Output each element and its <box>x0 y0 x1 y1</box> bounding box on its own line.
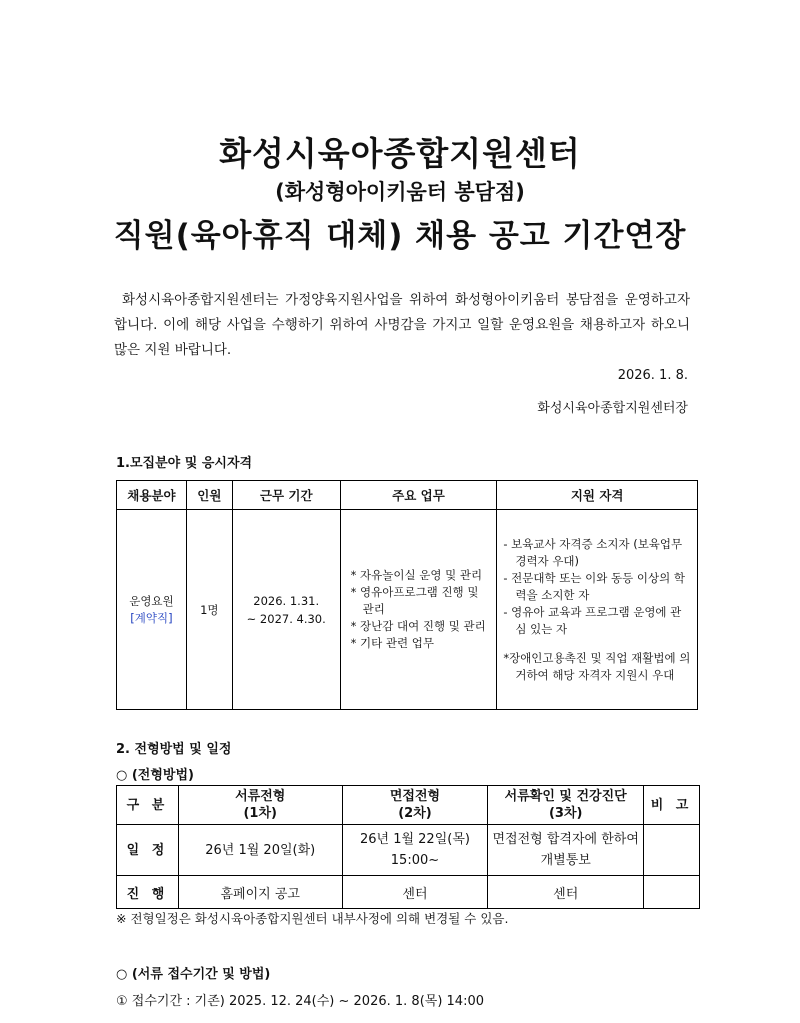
duties-cell <box>340 510 497 710</box>
qualification-item: - 영유아 교육과 프로그램 운영에 관심 있는 자 <box>503 604 682 636</box>
schedule-label: 일 정 <box>117 825 179 876</box>
stage2-sub: (2차) <box>398 806 432 821</box>
page-title: 화성시육아종합지원센터 <box>219 134 581 173</box>
count-cell: 1명 <box>186 510 232 710</box>
recruitment-header-row <box>117 481 698 510</box>
schedule-stage2 <box>342 825 488 876</box>
duty-item: * 장난감 대여 진행 및 관리 <box>350 619 486 633</box>
notice-signer: 화성시육아종합지원센터장 <box>537 401 688 416</box>
section2-title: 2. 전형방법 및 일정 <box>116 742 232 757</box>
period-start: 2026. 1.31. <box>253 593 320 608</box>
schedule-note: ※ 전형일정은 화성시육아종합지원센터 내부사정에 의해 변경될 수 있음. <box>116 911 509 926</box>
header-count: 인원 <box>186 481 232 510</box>
recruitment-table <box>116 480 698 710</box>
stage3-title: 서류확인 및 건강진단 <box>504 789 627 804</box>
field-name: 운영요원 <box>129 593 174 608</box>
qualifications-cell <box>497 510 698 710</box>
stage1-title: 서류전형 <box>235 789 286 804</box>
notice-title: 직원(육아휴직 대체) 채용 공고 기간연장 <box>113 218 687 254</box>
intro-paragraph: 화성시육아종합지원센터는 가정양육지원사업을 위하여 화성형아이키움터 봉담점을 운영하고자 합니다. 이에 해당 사업을 수행하기 위하여 사명감을 가지고 일할 운영요원을 채용하고자 하오니 많은 지원 바랍니다. <box>114 292 690 358</box>
header-field: 채용분야 <box>117 481 187 510</box>
header-remarks: 비 고 <box>644 786 700 825</box>
progress-remarks <box>644 876 700 909</box>
schedule-table <box>116 785 700 909</box>
duty-item: * 기타 관련 업무 <box>350 636 434 650</box>
recruitment-row <box>117 510 698 710</box>
progress-label: 진 행 <box>117 876 179 909</box>
schedule-stage2-time: 15:00~ <box>390 853 440 868</box>
schedule-stage3-line2: 개별통보 <box>540 853 591 868</box>
header-category: 구 분 <box>117 786 179 825</box>
header-duties: 주요 업무 <box>340 481 497 510</box>
contract-type: [계약직] <box>130 610 173 625</box>
duty-item: * 자유놀이실 운영 및 관리 <box>350 568 483 582</box>
schedule-stage3-line1: 면접전형 합격자에 한하여 <box>492 832 639 847</box>
header-stage3 <box>488 786 644 825</box>
header-stage1 <box>178 786 342 825</box>
notice-date: 2026. 1. 8. <box>617 368 688 383</box>
progress-row <box>117 876 700 909</box>
schedule-row <box>117 825 700 876</box>
schedule-header-row <box>117 786 700 825</box>
qualification-item: - 전문대학 또는 이와 동등 이상의 학력을 소지한 자 <box>503 570 685 602</box>
schedule-stage3 <box>488 825 644 876</box>
application-title: ○ (서류 접수기간 및 방법) <box>116 967 271 982</box>
header-qualifications: 지원 자격 <box>497 481 698 510</box>
schedule-remarks <box>644 825 700 876</box>
qualification-item: - 보육교사 자격증 소지자 (보육업무경력자 우대) <box>503 536 683 568</box>
duty-item: * 영유아프로그램 진행 및 관리 <box>350 585 479 616</box>
branch-subtitle: (화성형아이키움터 봉담점) <box>275 180 525 204</box>
application-period: ① 접수기간 : 기존) 2025. 12. 24(수) ~ 2026. 1. 8(목) 14:00 <box>116 994 484 1009</box>
field-cell <box>117 510 187 710</box>
header-period: 근무 기간 <box>232 481 340 510</box>
stage2-title: 면접전형 <box>389 789 441 804</box>
period-end: ~ 2027. 4.30. <box>246 611 326 626</box>
progress-stage2: 센터 <box>342 876 488 909</box>
schedule-stage2-date: 26년 1월 22일(목) <box>359 832 470 847</box>
progress-stage3: 센터 <box>488 876 644 909</box>
stage3-sub: (3차) <box>548 806 583 821</box>
header-stage2 <box>342 786 488 825</box>
progress-stage1: 홈페이지 공고 <box>178 876 342 909</box>
method-title: ○ (전형방법) <box>116 768 194 783</box>
stage1-sub: (1차) <box>243 806 277 821</box>
qualification-note: *장애인고용촉진 및 직업 재활법에 의거하여 해당 자격자 지원시 우대 <box>503 650 691 682</box>
period-cell <box>232 510 340 710</box>
section1-title: 1.모집분야 및 응시자격 <box>116 456 253 471</box>
schedule-stage1: 26년 1월 20일(화) <box>178 825 342 876</box>
